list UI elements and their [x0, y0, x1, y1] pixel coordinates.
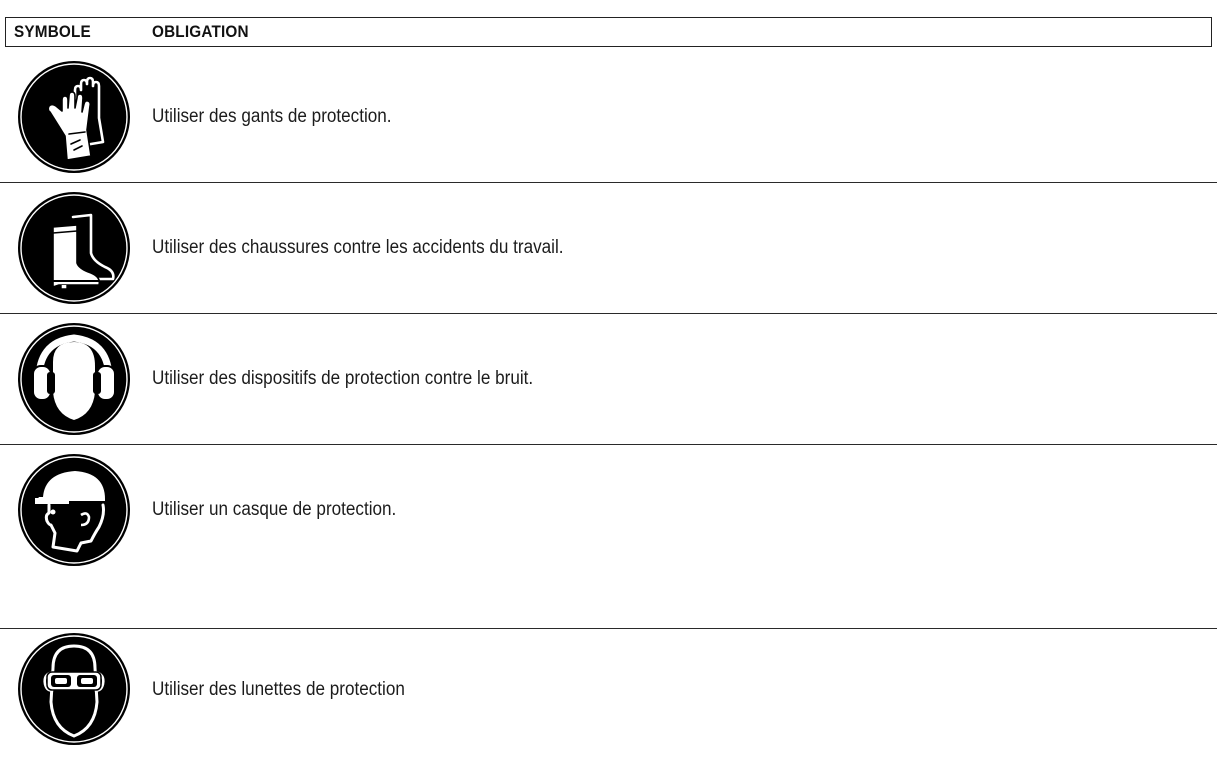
- safety-goggles-icon: [17, 632, 131, 746]
- header-symbol: SYMBOLE: [14, 22, 91, 41]
- obligation-text: Utiliser des dispositifs de protection contre le bruit.: [152, 368, 534, 389]
- protective-gloves-icon: [17, 60, 131, 174]
- table-row: [0, 314, 1217, 444]
- obligation-text: Utiliser des chaussures contre les accidents du travail.: [152, 237, 564, 258]
- header-obligation: OBLIGATION: [152, 22, 249, 41]
- ear-protection-icon: [17, 322, 131, 436]
- safety-helmet-icon: [17, 453, 131, 567]
- table-header: [5, 17, 1212, 47]
- safety-boots-icon: [17, 191, 131, 305]
- table-row: [0, 52, 1217, 182]
- table-row: [0, 445, 1217, 575]
- obligation-text: Utiliser des lunettes de protection: [152, 679, 405, 701]
- obligation-text: Utiliser des gants de protection.: [152, 106, 392, 127]
- table-row: [0, 183, 1217, 313]
- obligation-text: Utiliser un casque de protection.: [152, 499, 397, 520]
- table-row: [0, 629, 1217, 759]
